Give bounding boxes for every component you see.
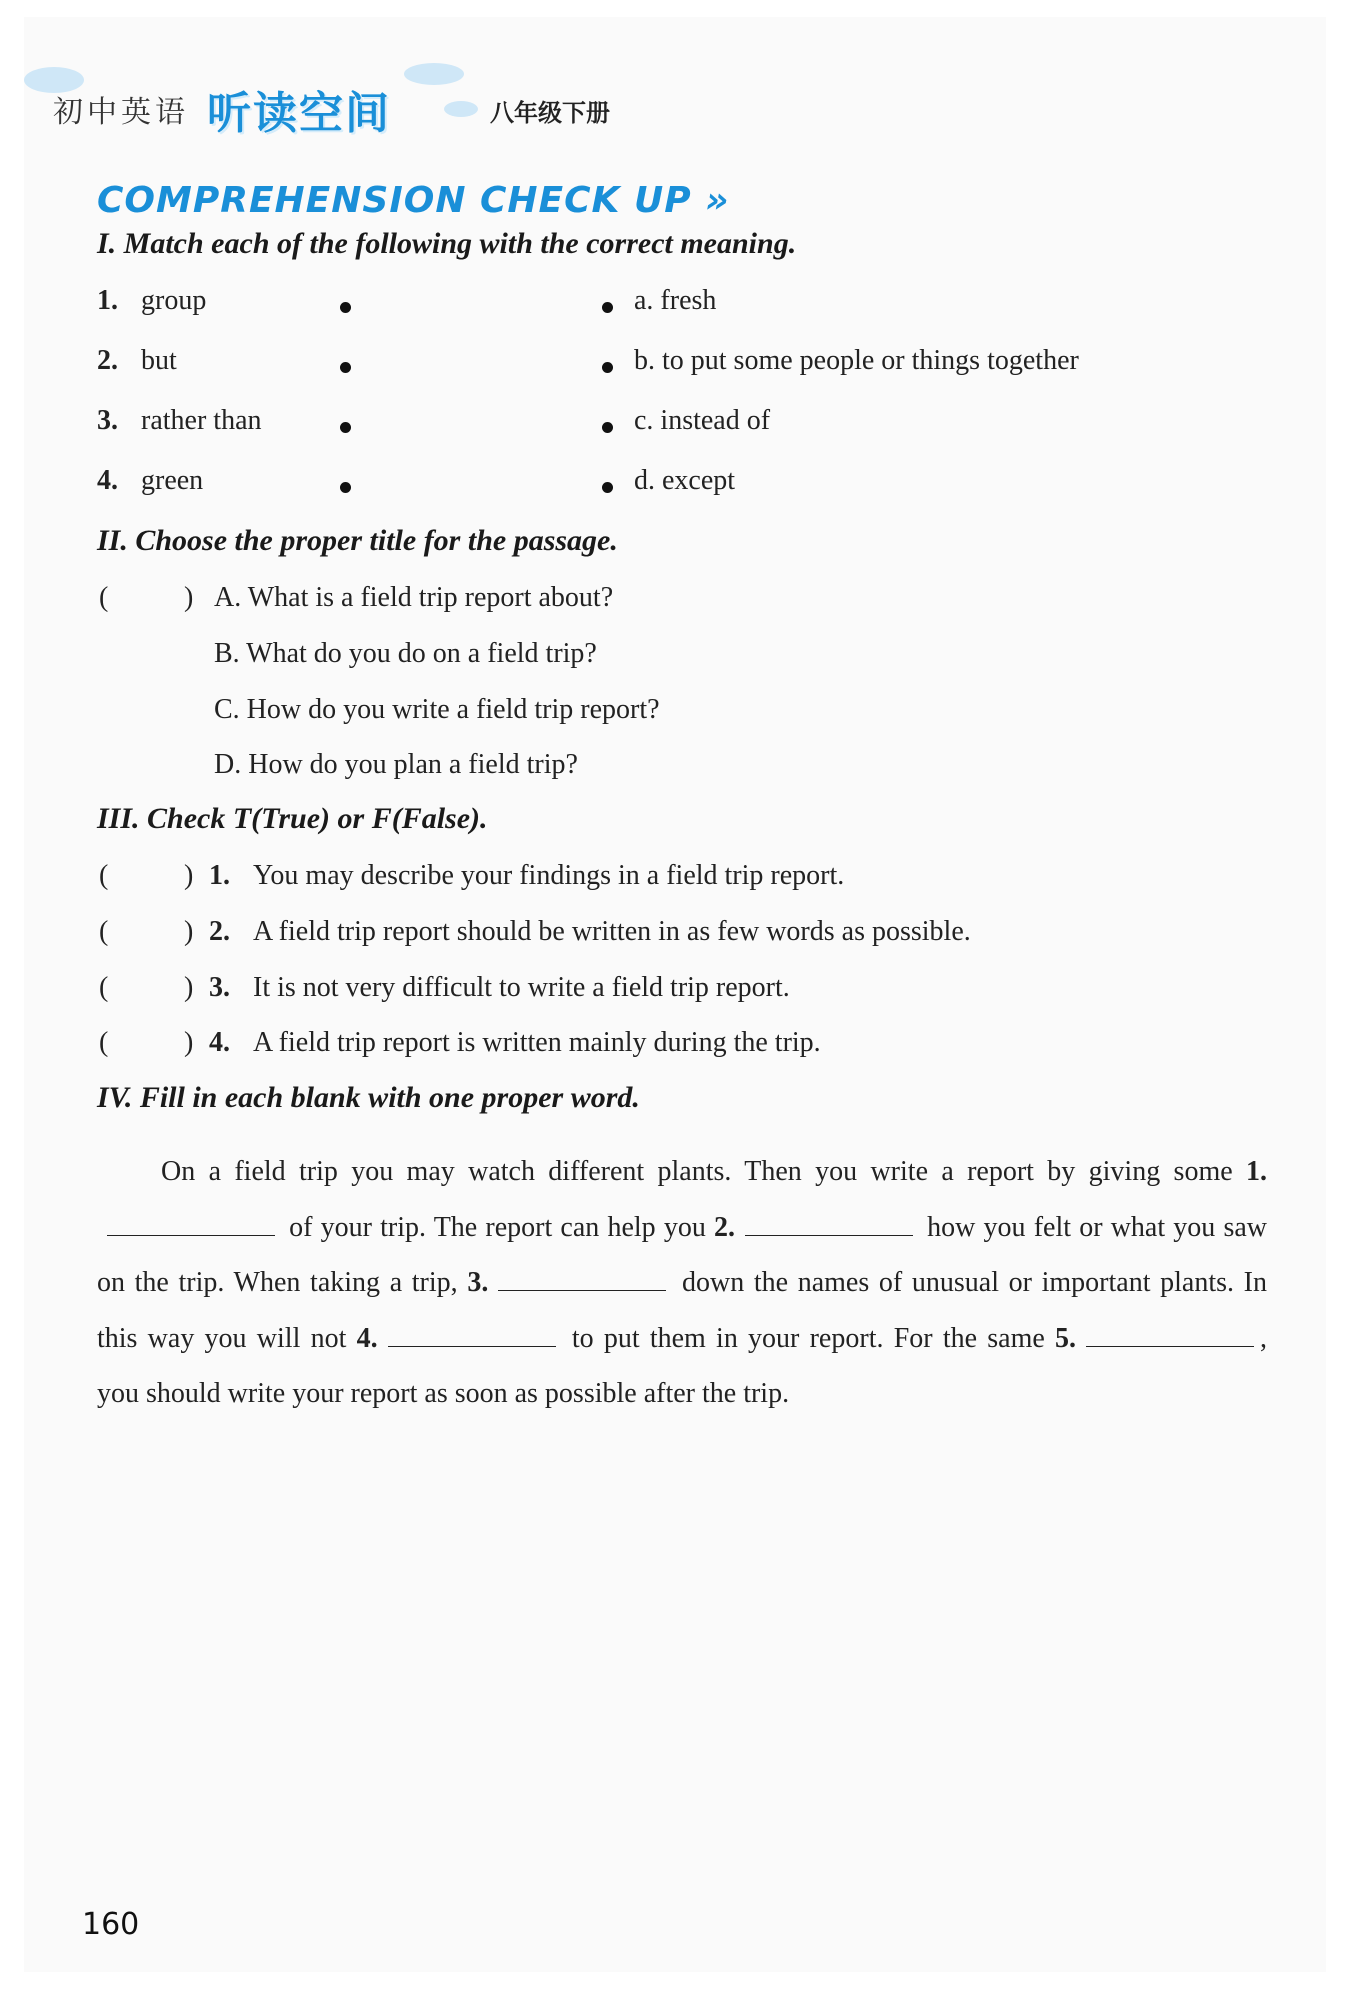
answer-paren-open: ( bbox=[99, 582, 109, 613]
page-header bbox=[24, 57, 1326, 157]
match-left-item: 2. but bbox=[97, 345, 177, 376]
true-false-item: 3. It is not very difficult to write a field trip report. bbox=[209, 972, 790, 1003]
answer-paren-close: ) bbox=[184, 972, 194, 1003]
answer-paren-close: ) bbox=[184, 582, 194, 613]
answer-paren-close: ) bbox=[184, 916, 194, 947]
answer-paren-open: ( bbox=[99, 860, 109, 891]
grade-label: 八年级下册 bbox=[490, 99, 610, 127]
fill-blank-4[interactable] bbox=[388, 1324, 556, 1347]
match-right-item: d. except bbox=[634, 465, 736, 496]
workbook-page bbox=[24, 17, 1326, 1972]
choice-option: D. How do you plan a field trip? bbox=[214, 749, 578, 780]
match-right-item: a. fresh bbox=[634, 285, 717, 316]
answer-blank[interactable] bbox=[119, 1027, 189, 1061]
section-heading: COMPREHENSION CHECK UP » bbox=[97, 180, 730, 221]
match-dot-left[interactable] bbox=[340, 302, 351, 313]
match-dot-right[interactable] bbox=[602, 422, 613, 433]
match-left-item: 3. rather than bbox=[97, 405, 262, 436]
fill-blank-1[interactable] bbox=[107, 1213, 275, 1236]
answer-paren-open: ( bbox=[99, 972, 109, 1003]
answer-paren-open: ( bbox=[99, 916, 109, 947]
page-number: 160 bbox=[82, 1907, 140, 1942]
answer-blank[interactable] bbox=[119, 582, 189, 616]
cloud-decoration bbox=[404, 63, 464, 85]
choice-option: A. What is a field trip report about? bbox=[214, 582, 614, 613]
match-left-item: 1. group bbox=[97, 285, 207, 316]
match-dot-left[interactable] bbox=[340, 362, 351, 373]
fill-blank-2[interactable] bbox=[745, 1213, 913, 1236]
brand-logo: 听读空间 bbox=[207, 88, 391, 139]
choice-option: B. What do you do on a field trip? bbox=[214, 638, 597, 669]
true-false-item: 4. A field trip report is written mainly during the trip. bbox=[209, 1027, 821, 1058]
part2-title: II. Choose the proper title for the passage. bbox=[97, 524, 618, 557]
answer-blank[interactable] bbox=[119, 916, 189, 950]
fill-blank-3[interactable] bbox=[498, 1268, 666, 1291]
answer-paren-close: ) bbox=[184, 1027, 194, 1058]
part1-title: I. Match each of the following with the correct meaning. bbox=[97, 227, 797, 260]
match-right-item: c. instead of bbox=[634, 405, 771, 436]
match-dot-right[interactable] bbox=[602, 362, 613, 373]
answer-blank[interactable] bbox=[119, 972, 189, 1006]
true-false-item: 1. You may describe your findings in a field trip report. bbox=[209, 860, 845, 891]
match-dot-right[interactable] bbox=[602, 482, 613, 493]
match-dot-left[interactable] bbox=[340, 482, 351, 493]
match-left-item: 4. green bbox=[97, 465, 204, 496]
choice-option: C. How do you write a field trip report? bbox=[214, 694, 660, 725]
match-dot-left[interactable] bbox=[340, 422, 351, 433]
answer-paren-close: ) bbox=[184, 860, 194, 891]
book-series-label: 初中英语 bbox=[53, 95, 189, 130]
fill-blank-5[interactable] bbox=[1086, 1324, 1254, 1347]
cloud-decoration bbox=[444, 101, 478, 117]
answer-paren-open: ( bbox=[99, 1027, 109, 1058]
part3-title: III. Check T(True) or F(False). bbox=[97, 802, 488, 835]
match-dot-right[interactable] bbox=[602, 302, 613, 313]
true-false-item: 2. A field trip report should be written in as few words as possible. bbox=[209, 916, 971, 947]
match-right-item: b. to put some people or things together bbox=[634, 345, 1079, 376]
part4-title: IV. Fill in each blank with one proper word. bbox=[97, 1081, 640, 1114]
fill-in-passage: On a field trip you may watch different plants. Then you write a report by giving some 1. of your trip. The report can help you 2. how you felt or what you saw on the trip. When taking a trip, 3. down the names of unusual or important plants. In this way you will not 4. to put them in your report. For the same 5. , you should write your report as soon as possible after the trip. bbox=[97, 1156, 1268, 1409]
answer-blank[interactable] bbox=[119, 860, 189, 894]
